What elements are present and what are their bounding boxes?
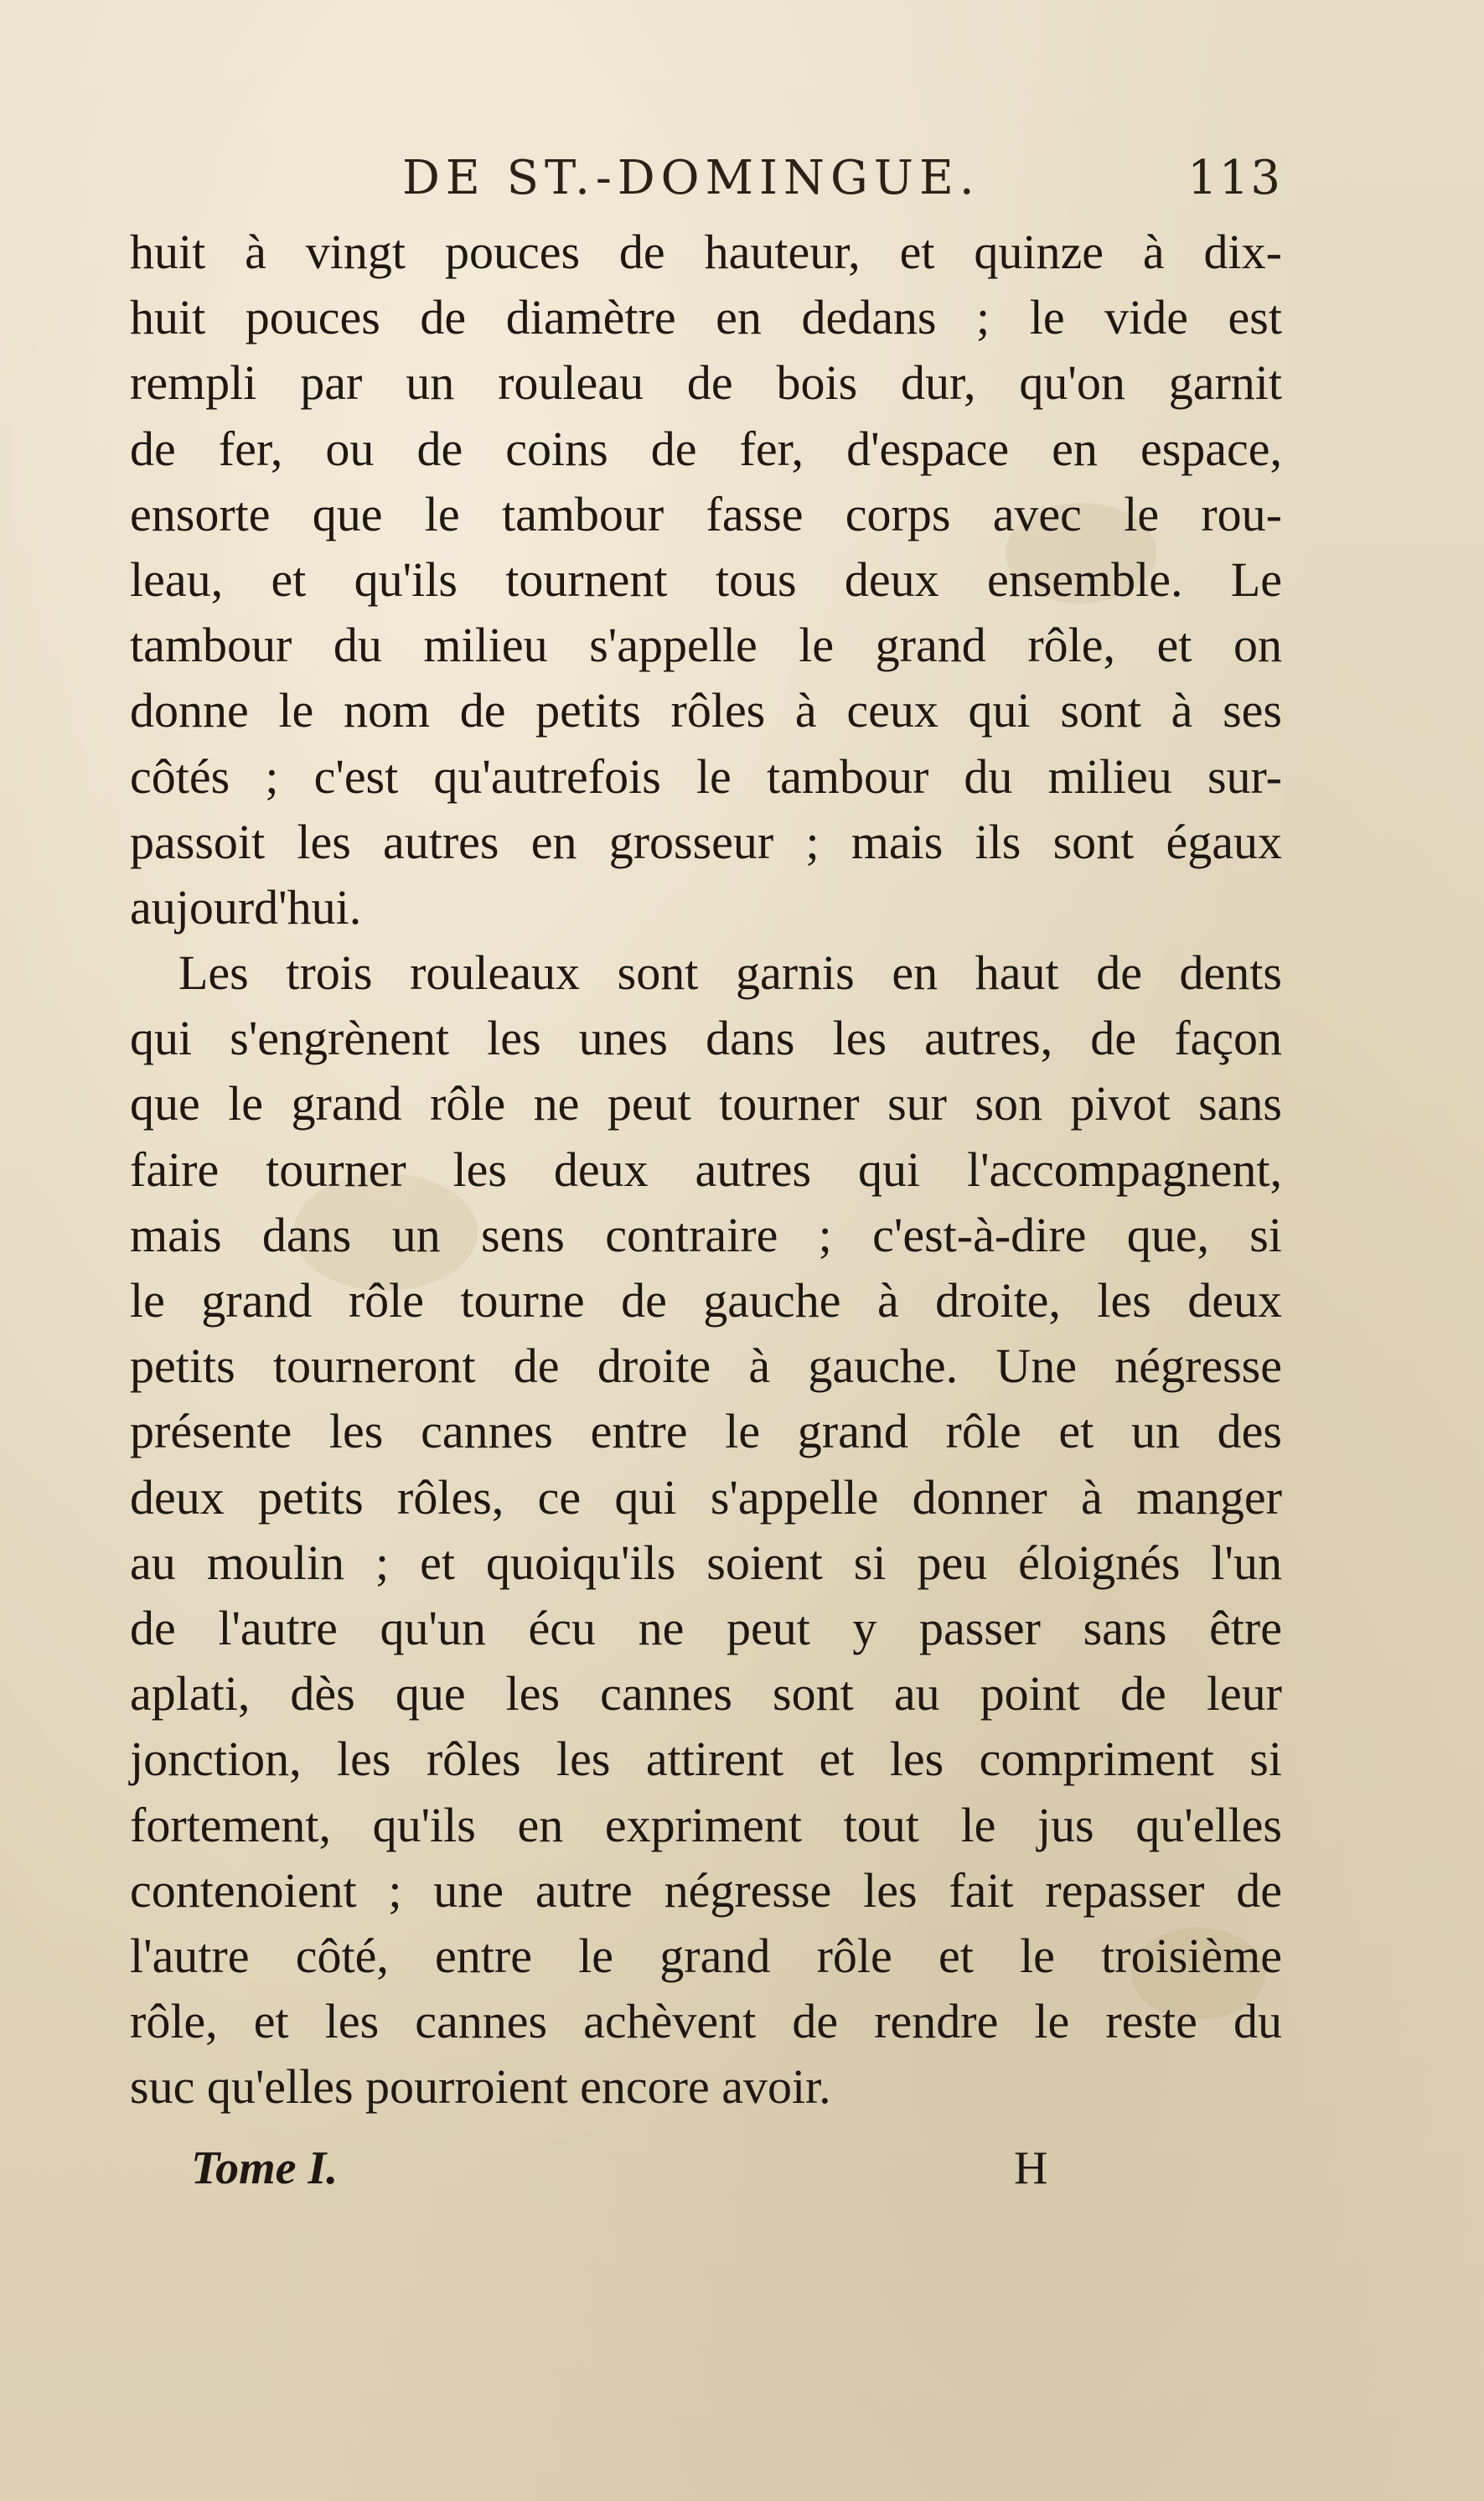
text-line: Les trois rouleaux sont garnis en haut de dents [178,945,1282,1001]
text-line: de l'autre qu'un écu ne peut y passer sans être [130,1600,1282,1655]
text-line: de fer, ou de coins de fer, d'espace en espace, [130,421,1282,476]
text-line: huit à vingt pouces de hauteur, et quinze à dix- [130,225,1282,279]
paragraph [130,940,1282,2120]
text-line: rôle, et les cannes achèvent de rendre le reste du [130,1994,1282,2049]
volume-label: Tome I. [191,2142,339,2194]
text-line: mais dans un sens contraire ; c'est-à-dire que, si [130,1207,1282,1262]
text-line: jonction, les rôles les attirent et les compriment si [130,1732,1282,1787]
text-line: leau, et qu'ils tournent tous deux ensemble. Le [130,551,1282,607]
text-line: deux petits rôles, ce qui s'appelle donner à manger [130,1469,1282,1525]
running-title: DE ST.-DOMINGUE. [402,151,980,205]
text-line: aujourd'hui. [130,879,362,935]
text-line: fortement, qu'ils en expriment tout le jus qu'elles [130,1797,1282,1852]
text-line: rempli par un rouleau de bois dur, qu'on garnit [130,355,1282,411]
running-head [126,151,1282,210]
text-line: côtés ; c'est qu'autrefois le tambour du milieu sur- [130,748,1282,804]
text-line: que le grand rôle ne peut tourner sur son pivot sans [130,1076,1282,1131]
text-line: au moulin ; et quoiqu'ils soient si peu éloignés l'un [130,1535,1282,1590]
text-line: le grand rôle tourne de gauche à droite, les deux [130,1273,1282,1328]
body-text [130,220,1282,2120]
text-line: aplati, dès que les cannes sont au point de leur [130,1666,1282,1722]
text-line: ensorte que le tambour fasse corps avec le rou- [130,486,1282,541]
signature-mark: H [1014,2142,1048,2194]
page-number: 113 [1187,151,1282,205]
text-line: donne le nom de petits rôles à ceux qui sont à ses [130,683,1282,738]
text-line: l'autre côté, entre le grand rôle et le troisième [130,1928,1282,1983]
text-line: petits tourneront de droite à gauche. Une négresse [130,1339,1282,1394]
text-line: tambour du milieu s'appelle le grand rôle, et on [130,618,1282,673]
text-line: qui s'engrènent les unes dans les autres, de façon [130,1011,1282,1066]
text-line: contenoient ; une autre négresse les fait repasser de [130,1862,1282,1918]
page-footer [134,2141,1056,2208]
text-line: faire tourner les deux autres qui l'accompagnent, [130,1142,1282,1197]
text-line: suc qu'elles pourroient encore avoir. [130,2059,831,2115]
text-line: passoit les autres en grosseur ; mais ils sont égaux [130,814,1282,869]
text-line: huit pouces de diamètre en dedans ; le vide est [130,290,1282,345]
text-line: présente les cannes entre le grand rôle et un des [130,1404,1282,1459]
paragraph [130,220,1282,940]
